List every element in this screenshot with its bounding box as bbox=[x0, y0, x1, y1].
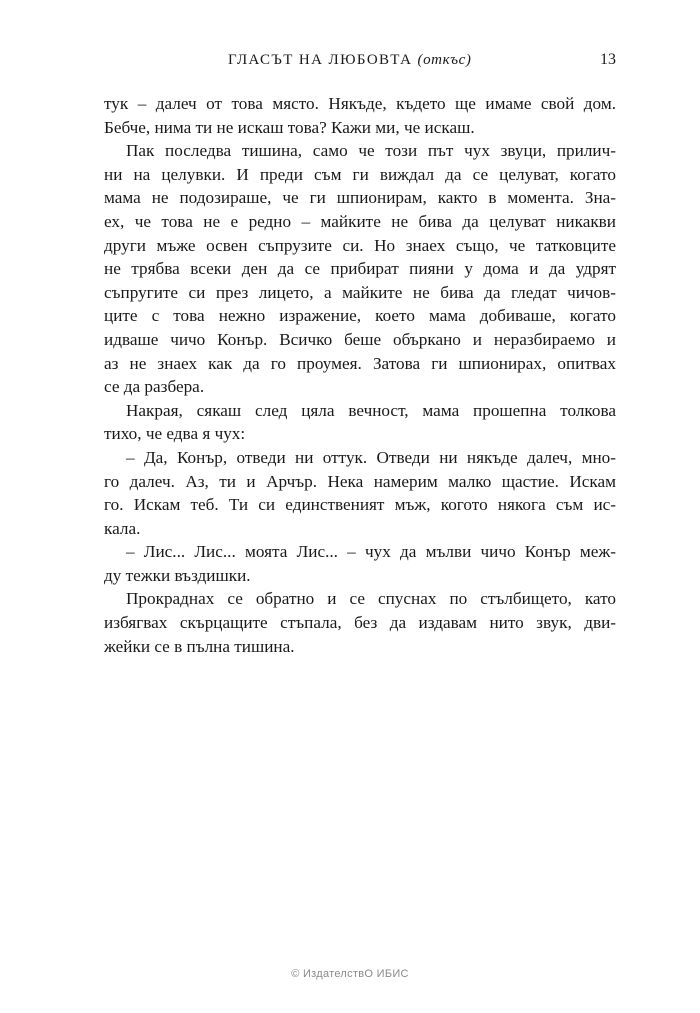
text-line: съпругите си през лицето, а майките не бива да гледат чичов- bbox=[104, 282, 616, 302]
text-line: жейки се в пълна тишина. bbox=[104, 636, 295, 656]
text-line: тук – далеч от това място. Някъде, където ще имаме свой дом. bbox=[104, 94, 616, 113]
text-line: го далеч. Аз, ти и Арчър. Нека намерим малко щастие. Искам bbox=[104, 471, 616, 491]
body-text bbox=[104, 92, 616, 658]
text-line: ни на целувки. И преди съм ги виждал да се целуват, когато bbox=[104, 164, 616, 184]
text-line: ците с това нежно изражение, което мама добиваше, когато bbox=[104, 306, 616, 326]
text-line: Накрая, сякаш след цяла вечност, мама прошепна толкова bbox=[126, 400, 616, 420]
page-number: 13 bbox=[600, 51, 616, 68]
text-line: аз не знаех как да го проумея. Затова ги шпионирах, опитвах bbox=[104, 353, 616, 373]
text-line: тихо, че едва я чух: bbox=[104, 424, 246, 444]
text-line: не трябва всеки ден да се прибират пияни у дома и да удрят bbox=[104, 259, 616, 279]
text-line: – Лис... Лис... моята Лис... – чух да мълви чичо Конър меж- bbox=[126, 542, 616, 562]
text-line: идваше чичо Конър. Всичко беше объркано и неразбираемо и bbox=[104, 329, 616, 349]
text-line: Пак последва тишина, само че този път чух звуци, прилич- bbox=[126, 141, 616, 161]
text-line: избягвах скърцащите стъпала, без да издавам нито звук, дви- bbox=[104, 613, 616, 633]
text-line: други мъже освен съпрузите си. Но знаех също, че татковците bbox=[104, 235, 616, 255]
running-header bbox=[228, 52, 616, 76]
text-line: – Да, Конър, отведи ни оттук. Отведи ни някъде далеч, мно- bbox=[126, 447, 616, 467]
text-line: Бебче, нима ти не искаш това? Кажи ми, че искаш. bbox=[104, 117, 475, 137]
running-title bbox=[228, 52, 471, 69]
excerpt-label: (откъс) bbox=[417, 52, 472, 68]
copyright-footer: © ИздателствО ИБИС bbox=[291, 968, 409, 980]
text-line: ду тежки въздишки. bbox=[104, 565, 251, 585]
text-line: се да разбера. bbox=[104, 377, 205, 397]
text-line: кала. bbox=[104, 518, 141, 538]
book-title: ГЛАСЪТ НА ЛЮБОВТА bbox=[228, 52, 413, 68]
text-line: Прокраднах се обратно и се спуснах по стълбището, като bbox=[126, 589, 616, 609]
text-line: ех, че това не е редно – майките не бива да целуват никакви bbox=[104, 211, 616, 231]
text-line: го. Искам теб. Ти си единственият мъж, когото някога съм ис- bbox=[104, 495, 616, 515]
text-line: мама не подозираше, че ги шпионирам, както в момента. Зна- bbox=[104, 188, 616, 208]
